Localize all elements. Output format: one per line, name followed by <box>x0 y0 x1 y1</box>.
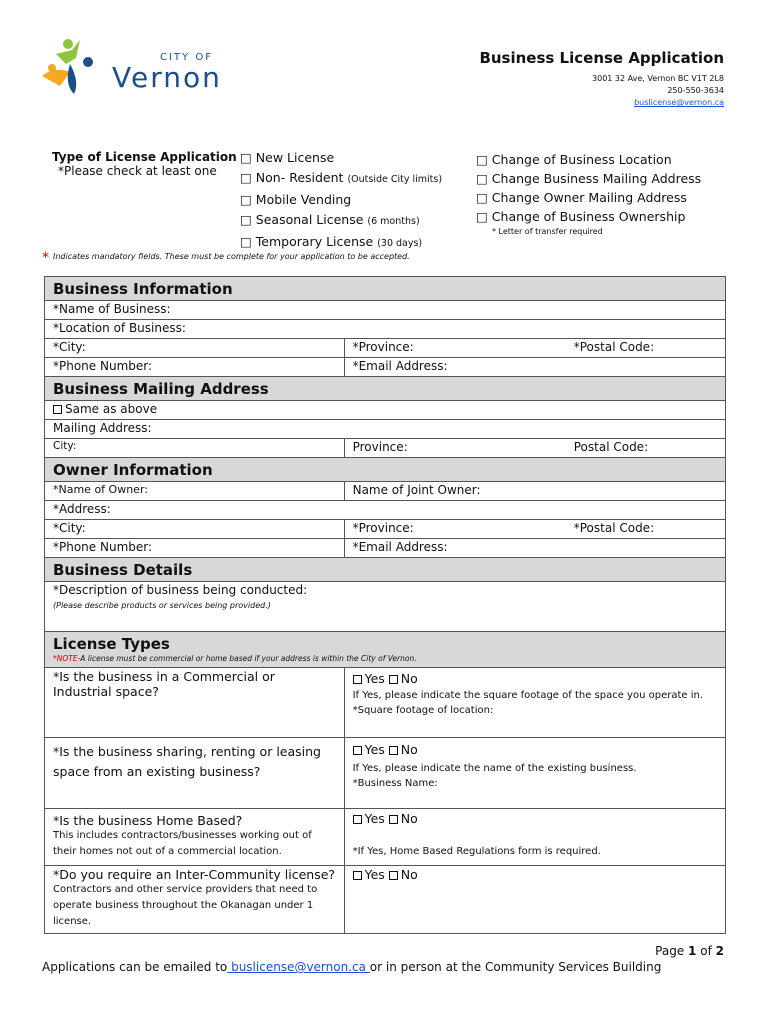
header-address: 3001 32 Ave, Vernon BC V1T 2L8 <box>592 74 724 83</box>
checkbox-icon <box>353 746 362 755</box>
checkbox-icon <box>389 675 398 684</box>
field-business-postal[interactable]: *Postal Code: <box>566 339 726 358</box>
field-owner-province[interactable]: *Province: <box>344 520 566 539</box>
field-owner-phone[interactable]: *Phone Number: <box>45 539 345 558</box>
letter-of-transfer-note: * Letter of transfer required <box>492 227 603 236</box>
section-owner-information: Owner Information <box>45 458 726 482</box>
checkbox-icon[interactable]: □ <box>240 150 252 165</box>
checkbox-icon[interactable]: □ <box>240 192 252 207</box>
page-number: Page 1 of 2 <box>655 944 724 958</box>
option-change-location[interactable]: □ Change of Business Location <box>476 152 672 167</box>
question-inter-community: *Do you require an Inter-Community license? Contractors and other service providers that need to operate business throughout the Okanagan under 1 license. <box>45 866 345 934</box>
field-business-email[interactable]: *Email Address: <box>344 358 725 377</box>
field-mailing-city[interactable]: City: <box>45 439 345 458</box>
checkbox-icon <box>353 815 362 824</box>
field-business-name[interactable]: *Name of Business: <box>45 301 726 320</box>
answer-home-based[interactable]: Yes No *If Yes, Home Based Regulations form is required. <box>344 809 725 866</box>
checkbox-icon[interactable]: □ <box>240 170 252 185</box>
answer-sharing-space[interactable]: Yes No If Yes, please indicate the name of the existing business. *Business Name: <box>344 738 725 809</box>
mandatory-note: * Indicates mandatory fields. These must be complete for your application to be accepted. <box>42 250 410 266</box>
field-business-location[interactable]: *Location of Business: <box>45 320 726 339</box>
logo-city-of: CITY OF <box>160 52 213 63</box>
field-mailing-postal[interactable]: Postal Code: <box>566 439 726 458</box>
page-title: Business License Application <box>479 49 724 67</box>
question-commercial-space: *Is the business in a Commercial or Industrial space? <box>45 668 345 738</box>
field-joint-owner[interactable]: Name of Joint Owner: <box>344 482 725 501</box>
question-home-based: *Is the business Home Based? This includes contractors/businesses working out of their homes not out of a commercial location. <box>45 809 345 866</box>
option-change-owner-mailing[interactable]: □ Change Owner Mailing Address <box>476 190 687 205</box>
answer-commercial-space[interactable]: Yes No If Yes, please indicate the square footage of the space you operate in. *Square footage of location: <box>344 668 725 738</box>
checkbox-icon[interactable]: □ <box>476 152 488 167</box>
field-owner-postal[interactable]: *Postal Code: <box>566 520 726 539</box>
option-non-resident[interactable]: □ Non- Resident (Outside City limits) <box>240 170 443 185</box>
type-of-license-label <box>52 150 237 178</box>
application-form <box>44 276 726 934</box>
question-sharing-space: *Is the business sharing, renting or leasing space from an existing business? <box>45 738 345 809</box>
field-business-phone[interactable]: *Phone Number: <box>45 358 345 377</box>
required-star: * <box>42 250 49 266</box>
answer-inter-community[interactable]: Yes No <box>344 866 725 934</box>
field-business-city[interactable]: *City: <box>45 339 345 358</box>
city-of-vernon-logo <box>40 36 240 96</box>
header-phone: 250-550-3634 <box>667 86 724 95</box>
checkbox-icon[interactable]: □ <box>476 209 488 224</box>
field-same-as-above[interactable]: Same as above <box>45 401 726 420</box>
checkbox-icon <box>353 675 362 684</box>
section-license-types: License Types *NOTE-A license must be commercial or home based if your address is within the City of Vernon. <box>45 632 726 668</box>
checkbox-icon[interactable] <box>53 405 62 414</box>
option-change-mailing[interactable]: □ Change Business Mailing Address <box>476 171 702 186</box>
footer: Applications can be emailed to buslicense@vernon.ca or in person at the Community Services Building <box>42 960 662 974</box>
checkbox-icon <box>353 871 362 880</box>
type-label-title: Type of License Application <box>52 150 237 164</box>
field-owner-address[interactable]: *Address: <box>45 501 726 520</box>
license-types-note: *NOTE-A license must be commercial or home based if your address is within the City of Vernon. <box>53 654 417 663</box>
checkbox-icon[interactable]: □ <box>240 212 252 227</box>
option-seasonal[interactable]: □ Seasonal License (6 months) <box>240 212 420 227</box>
checkbox-icon <box>389 815 398 824</box>
license-options-col1 <box>240 148 442 254</box>
header-contact <box>479 49 724 109</box>
field-business-province[interactable]: *Province: <box>344 339 566 358</box>
logo-vernon: Vernon <box>112 61 222 94</box>
checkbox-icon[interactable]: □ <box>240 234 252 249</box>
option-temporary[interactable]: □ Temporary License (30 days) <box>240 234 423 249</box>
header-email-link[interactable]: buslicense@vernon.ca <box>634 98 724 107</box>
license-options-col2 <box>476 150 701 238</box>
option-change-ownership[interactable]: □ Change of Business Ownership <box>476 209 686 224</box>
description-hint: (Please describe products or services being provided.) <box>53 601 271 610</box>
field-mailing-province[interactable]: Province: <box>344 439 566 458</box>
section-business-details: Business Details <box>45 558 726 582</box>
section-mailing-address: Business Mailing Address <box>45 377 726 401</box>
field-business-description[interactable]: *Description of business being conducted: (Please describe products or services being provided.) <box>45 582 726 632</box>
type-label-instruction: *Please check at least one <box>58 164 217 178</box>
section-business-information: Business Information <box>45 277 726 301</box>
checkbox-icon <box>389 746 398 755</box>
logo-figures-icon <box>40 36 110 96</box>
field-owner-city[interactable]: *City: <box>45 520 345 539</box>
checkbox-icon[interactable]: □ <box>476 190 488 205</box>
field-owner-name[interactable]: *Name of Owner: <box>45 482 345 501</box>
checkbox-icon <box>389 871 398 880</box>
field-owner-email[interactable]: *Email Address: <box>344 539 725 558</box>
footer-email-link[interactable]: buslicense@vernon.ca <box>227 960 370 974</box>
option-mobile-vending[interactable]: □ Mobile Vending <box>240 192 352 207</box>
option-new-license[interactable]: □ New License <box>240 150 335 165</box>
checkbox-icon[interactable]: □ <box>476 171 488 186</box>
field-mailing-address[interactable]: Mailing Address: <box>45 420 726 439</box>
